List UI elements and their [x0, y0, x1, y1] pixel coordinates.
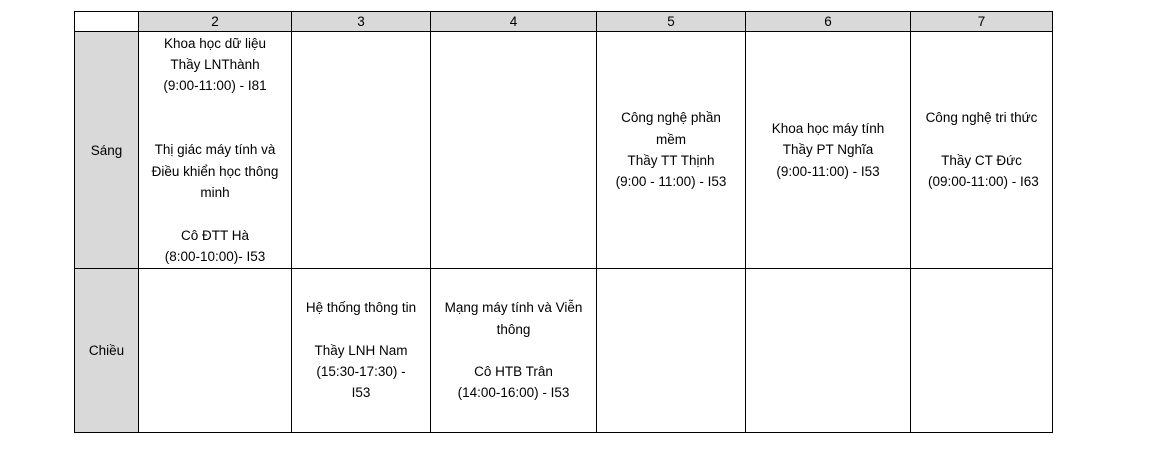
cell-afternoon-day7 [911, 269, 1053, 433]
course-name-line1: Công nghệ phần [621, 110, 721, 126]
course-time: (09:00-11:00) - I63 [924, 174, 1039, 190]
course-name-line1: Thị giác máy tính và [154, 142, 276, 158]
schedule-table [74, 11, 1053, 433]
course-time: (9:00-11:00) - I81 [163, 78, 267, 94]
cell-morning-day7 [911, 32, 1053, 269]
course-name: Khoa học dữ liệu [163, 35, 267, 51]
course-name-line2: thông [496, 321, 531, 337]
course-teacher: Thầy LNH Nam [314, 342, 408, 358]
cell-afternoon-day6 [746, 269, 911, 433]
course-teacher: Thầy CT Đức [941, 153, 1022, 168]
course-name-line2: Điều khiển học thông [151, 163, 279, 179]
morning-row [75, 32, 1053, 269]
cell-morning-day4 [431, 32, 597, 269]
afternoon-row [75, 269, 1053, 433]
cell-afternoon-day2 [139, 269, 292, 433]
day-header-2: 2 [139, 12, 292, 32]
course-time-line2: I53 [351, 385, 371, 401]
course-name: Khoa học máy tính [771, 121, 885, 137]
day-header-3: 3 [292, 12, 431, 32]
day-header-7: 7 [911, 12, 1053, 32]
cell-afternoon-day3 [292, 269, 431, 433]
day-header-5: 5 [597, 12, 746, 32]
cell-afternoon-day4 [431, 269, 597, 433]
course-teacher: Thầy TT Thịnh [627, 153, 715, 168]
course-time: (9:00 - 11:00) - I53 [615, 174, 727, 190]
cell-morning-day2 [139, 32, 292, 269]
course-teacher: Cô ĐTT Hà [180, 227, 249, 243]
corner-cell [75, 12, 139, 32]
cell-morning-day5 [597, 32, 746, 269]
course-name-line3: minh [200, 184, 230, 200]
cell-morning-day3 [292, 32, 431, 269]
course-time-line1: (15:30-17:30) - [316, 364, 406, 380]
course-name: Công nghệ tri thức [925, 110, 1038, 126]
course-teacher: Thầy LNThành [170, 57, 260, 73]
header-row [75, 12, 1053, 32]
session-label-afternoon: Chiều [75, 269, 139, 433]
day-header-4: 4 [431, 12, 597, 32]
course-time: (8:00-10:00)- I53 [164, 248, 266, 264]
cell-afternoon-day5 [597, 269, 746, 433]
course-teacher: Thầy PT Nghĩa [782, 142, 874, 158]
course-name: Hệ thống thông tin [305, 300, 417, 316]
course-teacher: Cô HTB Trân [474, 364, 553, 380]
cell-morning-day6 [746, 32, 911, 269]
day-header-6: 6 [746, 12, 911, 32]
session-label-morning: Sáng [75, 32, 139, 269]
course-name-line1: Mạng máy tính và Viễn [444, 300, 583, 316]
course-name-line2: mềm [656, 131, 686, 147]
course-time: (9:00-11:00) - I53 [776, 163, 880, 179]
course-time: (14:00-16:00) - I53 [457, 385, 570, 401]
